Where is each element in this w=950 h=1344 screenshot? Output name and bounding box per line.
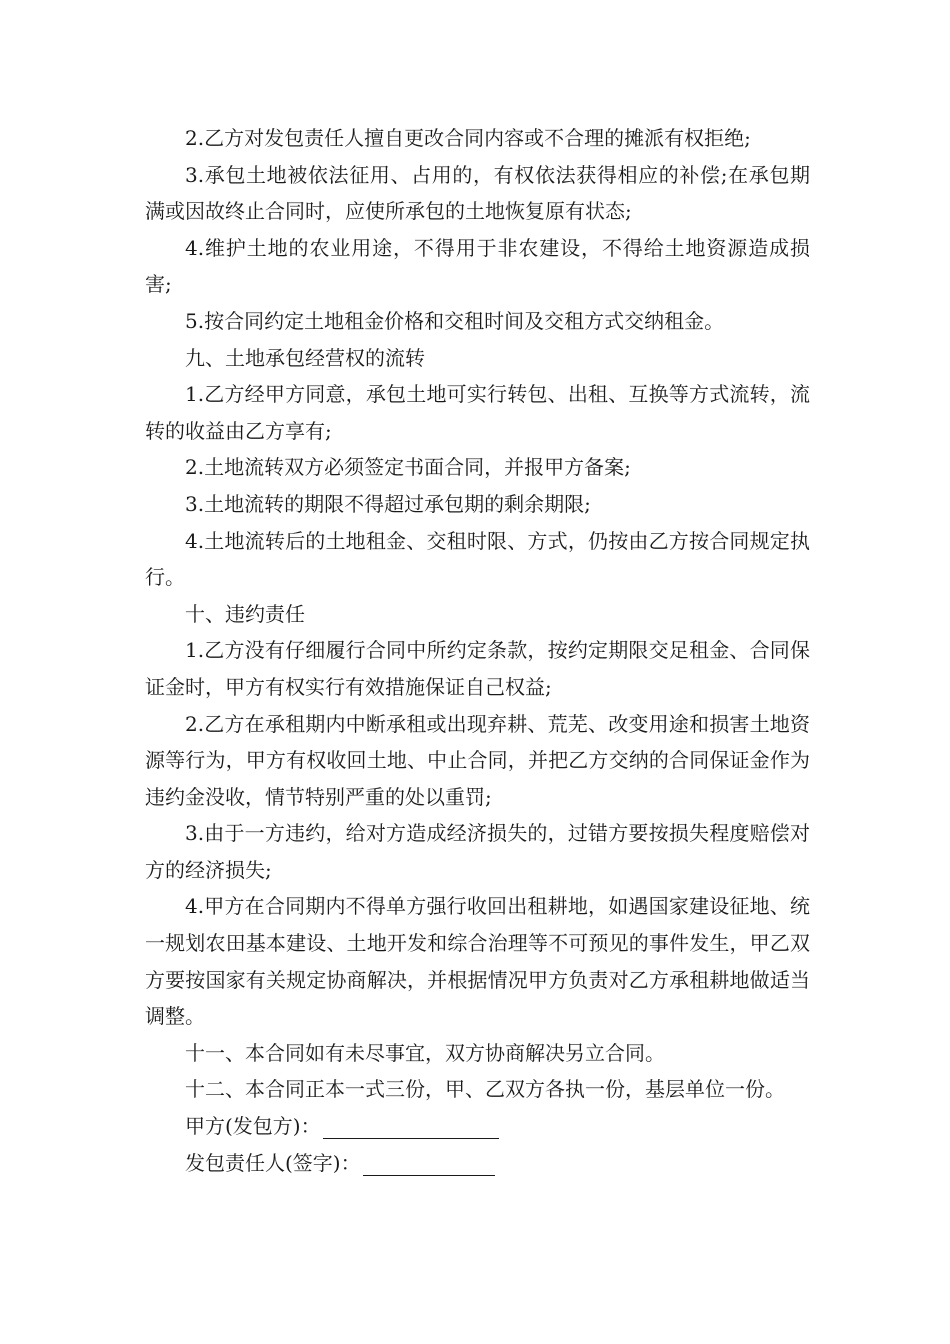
section-12: 十二、本合同正本一式三份，甲、乙双方各执一份，基层单位一份。 <box>185 1077 785 1102</box>
clause-8-2: 2.乙方对发包责任人擅自更改合同内容或不合理的摊派有权拒绝; <box>185 126 751 150</box>
clause-10-2: 2.乙方在承租期内中断承租或出现弃耕、荒芜、改变用途和损害土地资源等行为，甲方有权收回土地、中止合同，并把乙方交纳的合同保证金作为违约金没收，情节特别严重的处以重罚; <box>145 711 810 809</box>
party-a-label: 甲方(发包方)： <box>185 1114 321 1139</box>
section-11: 十一、本合同如有未尽事宜，双方协商解决另立合同。 <box>185 1040 665 1065</box>
clause-10-1: 1.乙方没有仔细履行合同中所约定条款，按约定期限交足租金、合同保证金时，甲方有权实行有效措施保证自己权益; <box>145 638 810 699</box>
clause-9-4: 4.土地流转后的土地租金、交租时限、方式，仍按由乙方按合同规定执行。 <box>145 528 810 590</box>
responsible-person-blank[interactable] <box>363 1149 495 1176</box>
clause-9-1: 1.乙方经甲方同意，承包土地可实行转包、出租、互换等方式流转，流转的收益由乙方享有; <box>145 382 810 443</box>
clause-10-3: 3.由于一方违约，给对方造成经济损失的，过错方要按损失程度赔偿对方的经济损失; <box>145 821 810 882</box>
clause-10-4: 4.甲方在合同期内不得单方强行收回出租耕地，如遇国家建设征地、统一规划农田基本建设、土地开发和综合治理等不可预见的事件发生，甲乙双方要按国家有关规定协商解决，并根据情况甲方负责对乙方承租耕地做适当调整。 <box>145 894 810 1029</box>
section-9-heading: 九、土地承包经营权的流转 <box>185 345 425 370</box>
section-10-heading: 十、违约责任 <box>185 601 305 626</box>
clause-8-5: 5.按合同约定土地租金价格和交租时间及交租方式交纳租金。 <box>185 308 725 333</box>
party-a-blank[interactable] <box>323 1112 499 1139</box>
clause-9-3: 3.土地流转的期限不得超过承包期的剩余期限; <box>185 491 591 516</box>
clause-8-3: 3.承包土地被依法征用、占用的，有权依法获得相应的补偿;在承包期满或因故终止合同时，应使所承包的土地恢复原有状态; <box>145 162 810 224</box>
contract-body <box>145 120 810 1181</box>
responsible-signature-line <box>145 1145 810 1182</box>
clause-9-2: 2.土地流转双方必须签定书面合同，并报甲方备案; <box>185 455 631 480</box>
clause-8-4: 4.维护土地的农业用途，不得用于非农建设，不得给土地资源造成损害; <box>145 235 810 297</box>
responsible-person-label: 发包责任人(签字)： <box>185 1150 361 1175</box>
party-a-signature-line <box>145 1108 810 1145</box>
